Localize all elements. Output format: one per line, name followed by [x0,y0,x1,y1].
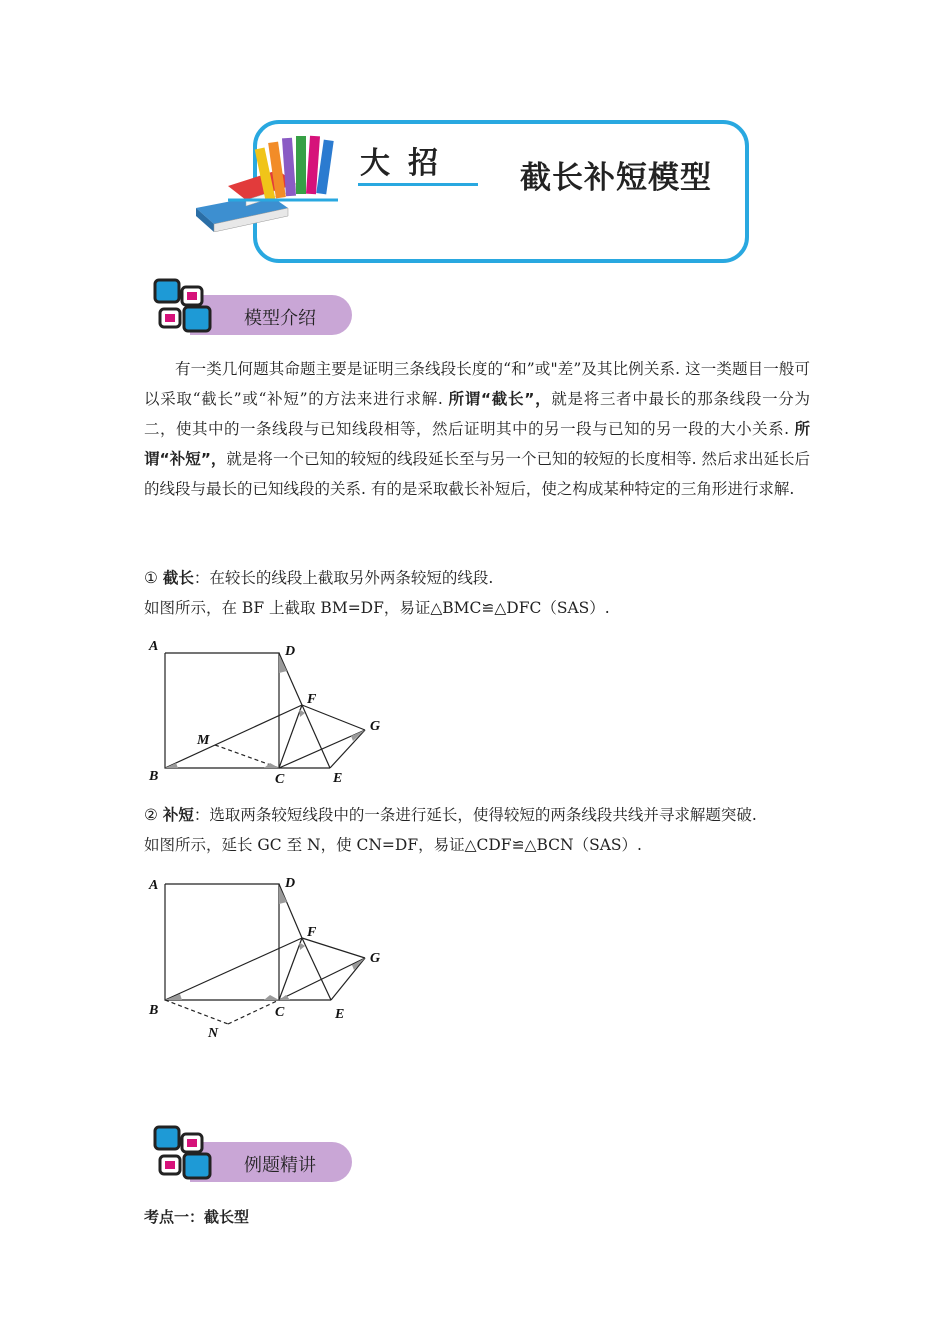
label-c: C [275,1005,285,1020]
label-b: B [149,769,159,784]
label-d: D [285,876,296,891]
squares-icon [152,277,216,337]
label-f: F [307,925,317,940]
intro-paragraph [144,354,810,504]
section-title: 模型介绍 [244,308,316,329]
intro-bold-jiechang: 所谓“截长”， [448,390,552,408]
square-abcd [165,653,279,768]
label-g: G [370,719,381,734]
intro-text-1: 有一类几何题其命题主要是证明三条线段长度的“和”或"差”及其比例关系. 这一类题目一般可以采取“截长”或“补短”的方法来进行求解. [144,360,810,408]
method1-example: 如图所示，在 BF 上截取 BM=DF，易证△BMC≌△DFC（SAS）. [144,599,610,617]
label-a: A [149,878,159,893]
label-d: D [285,644,296,659]
books-icon [188,128,348,232]
method2-colon: ： [193,806,210,824]
label-g: G [370,951,381,966]
method1-desc: 在较长的线段上截取另外两条较短的线段. [209,569,494,587]
banner-small-title: 大招 [360,146,456,181]
intro-bold-buduan: 所谓“补短”， [144,420,810,468]
method2-desc: 选取两条较短线段中的一条进行延长，使得较短的两条线段共线并寻求解题突破. [209,806,757,824]
method1-number: ① [144,569,158,587]
figure-jiechang [140,633,390,793]
method1-line [144,563,493,593]
banner-underline [358,183,478,186]
label-c: C [275,772,285,787]
figure-buduan [140,870,390,1045]
intro-text-2: 就是将三者中最长的那条线段一分为二，使其中的一条线段与已知线段相等，然后证明其中的另一段与已知的另一段的大小关系. [144,390,811,438]
method2-title: 补短 [162,806,194,824]
intro-text-3: 就是将一个已知的较短的线段延长至与另一个已知的较短的长度相等. 然后求出延长后的线段与最长的已知线段的关系. 有的是采取截长补短后，使之构成某种特定的三角形进行求解. [144,450,811,498]
label-a: A [149,639,159,654]
banner-title: 截长补短模型 [520,160,712,196]
method1-title: 截长 [162,569,194,587]
label-e: E [335,1007,345,1022]
label-n: N [208,1026,219,1041]
method2-number: ② [144,806,158,824]
section-title: 例题精讲 [244,1155,316,1176]
label-b: B [149,1003,159,1018]
label-m: M [197,733,210,748]
method2-line [144,800,757,830]
method2-example: 如图所示，延长 GC 至 N，使 CN=DF，易证△CDF≌△BCN（SAS）. [144,836,642,854]
label-f: F [307,692,317,707]
topic-heading: 考点一：截长型 [144,1208,250,1226]
label-e: E [333,771,343,786]
method1-colon: ： [193,569,210,587]
section-header-intro [152,277,367,339]
section-header-examples [152,1124,367,1186]
squares-icon [152,1124,216,1184]
